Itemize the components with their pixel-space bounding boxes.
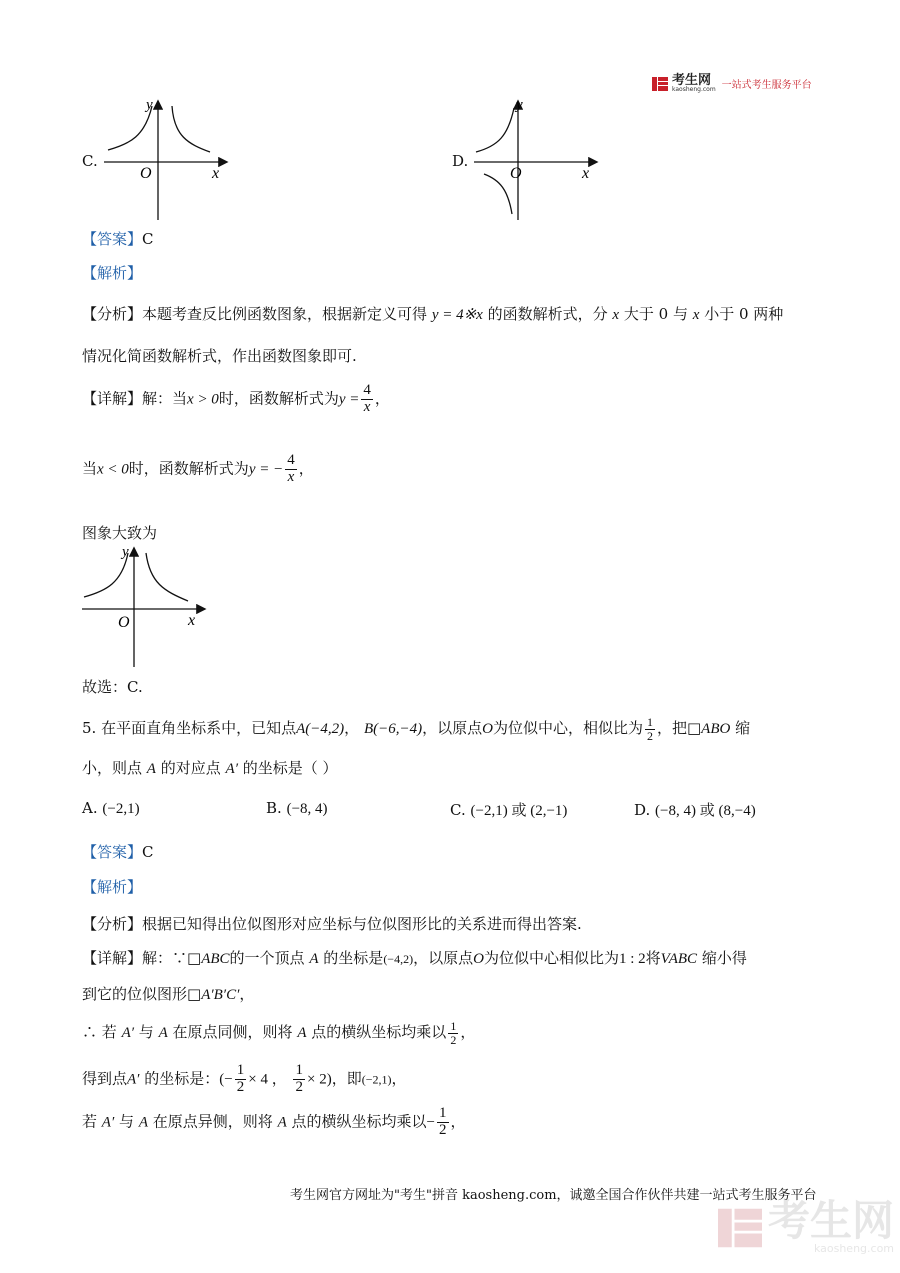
q5-stem-line2: 小，则点 A 的对应点 A′ 的坐标是（ ） [82, 759, 338, 777]
x-label: x [212, 165, 220, 182]
q5-option-d[interactable]: D. (−8, 4) 或 (8,−4) [634, 801, 756, 819]
q4-fenxi-line1: 【分析】本题考查反比例函数图象，根据新定义可得 y = 4※x 的函数解析式，分 x 大于 0 与 x 小于 0 两种 [82, 305, 784, 323]
option-c-label: C. [82, 152, 98, 170]
q5-option-b[interactable]: B. (−8, 4) [266, 799, 328, 817]
y-label: y [122, 545, 129, 560]
q5-xiangjie-line2: 到它的位似图形□A′B′C′， [82, 985, 255, 1003]
watermark [718, 1196, 895, 1255]
origin-label: O [510, 165, 522, 182]
graph-option-c [100, 98, 230, 222]
curve-right [172, 106, 210, 152]
y-label: y [516, 98, 523, 113]
y-label: y [146, 98, 153, 113]
q4-analysis-tag: 【解析】 [82, 264, 143, 282]
option-d-label: D. [452, 152, 469, 170]
answer-value: C [142, 843, 154, 861]
q5-option-c[interactable]: C. (−2,1) 或 (2,−1) [450, 801, 568, 819]
answer-value: C [142, 230, 154, 248]
watermark-logo-icon [718, 1205, 762, 1251]
brand-slogan: 一站式考生服务平台 [721, 80, 812, 91]
brand-logo [652, 74, 812, 93]
x-label: x [582, 165, 590, 182]
q4-conclusion: 故选：C. [82, 678, 143, 696]
x-label: x [188, 612, 196, 629]
q4-fenxi-line2: 情况化简函数解析式，作出函数图象即可. [82, 347, 357, 365]
origin-label: O [118, 614, 130, 631]
q4-graph-caption: 图象大致为 [82, 524, 158, 542]
origin-label: O [140, 165, 152, 182]
brand-name: 考生网 [672, 73, 712, 88]
q4-xiangjie-line2: 当x < 0时，函数解析式为y = − $\frac{4}{x}$ ， [82, 452, 314, 485]
q5-analysis-tag: 【解析】 [82, 878, 143, 896]
q5-xiangjie-line3: ∴ 若 A′ 与 A 在原点同侧，则将 A 点的横纵坐标均乘以 $\frac{1}{2}$ ， [82, 1019, 476, 1047]
q5-xiangjie-line1: 【详解】解：∵□ABC的一个顶点 A 的坐标是(−4,2)，以原点O为位似中心相似比为1 : 2将VABC 缩小得 [82, 949, 747, 967]
watermark-name: 考生网 [768, 1196, 895, 1245]
graph-answer [78, 545, 208, 669]
brand-url: kaosheng.com [672, 86, 716, 93]
curve-right [146, 553, 188, 601]
q5-xiangjie-line4: 得到点A′ 的坐标是：(− $\frac{1}{2}$ × 4 ， $\frac{1}{2}$ × 2)，即(−2,1)， [82, 1062, 407, 1095]
q4-answer [82, 228, 154, 249]
watermark-url: kaosheng.com [813, 1242, 895, 1255]
q5-xiangjie-line5: 若 A′ 与 A 在原点异侧，则将 A 点的横纵坐标均乘以− $\frac{1}{2}$ ， [82, 1105, 466, 1138]
curve-upper [476, 108, 514, 152]
brand-logo-icon [652, 76, 668, 92]
q5-option-a[interactable]: A. (−2,1) [82, 799, 140, 817]
q5-answer [82, 841, 154, 862]
q5-fenxi: 【分析】根据已知得出位似图形对应坐标与位似图形比的关系进而得出答案. [82, 915, 582, 933]
curve-lower [484, 174, 512, 214]
answer-tag: 【答案】 [82, 843, 143, 861]
answer-tag: 【答案】 [82, 230, 143, 248]
q4-xiangjie-line1: 【详解】解：当x > 0时，函数解析式为y = $\frac{4}{x}$ ， [82, 382, 390, 415]
graph-option-d [470, 98, 600, 222]
q5-stem-line1: 5. 在平面直角坐标系中，已知点A(−4,2)， B(−6,−4)，以原点O为位似中心，相似比为 $\frac{1}{2}$ ，把□ABO 缩 [82, 715, 751, 743]
footer-text: 考生网官方网址为"考生"拼音 kaosheng.com，诚邀全国合作伙伴共建一站式考生服务平台 [290, 1188, 817, 1203]
